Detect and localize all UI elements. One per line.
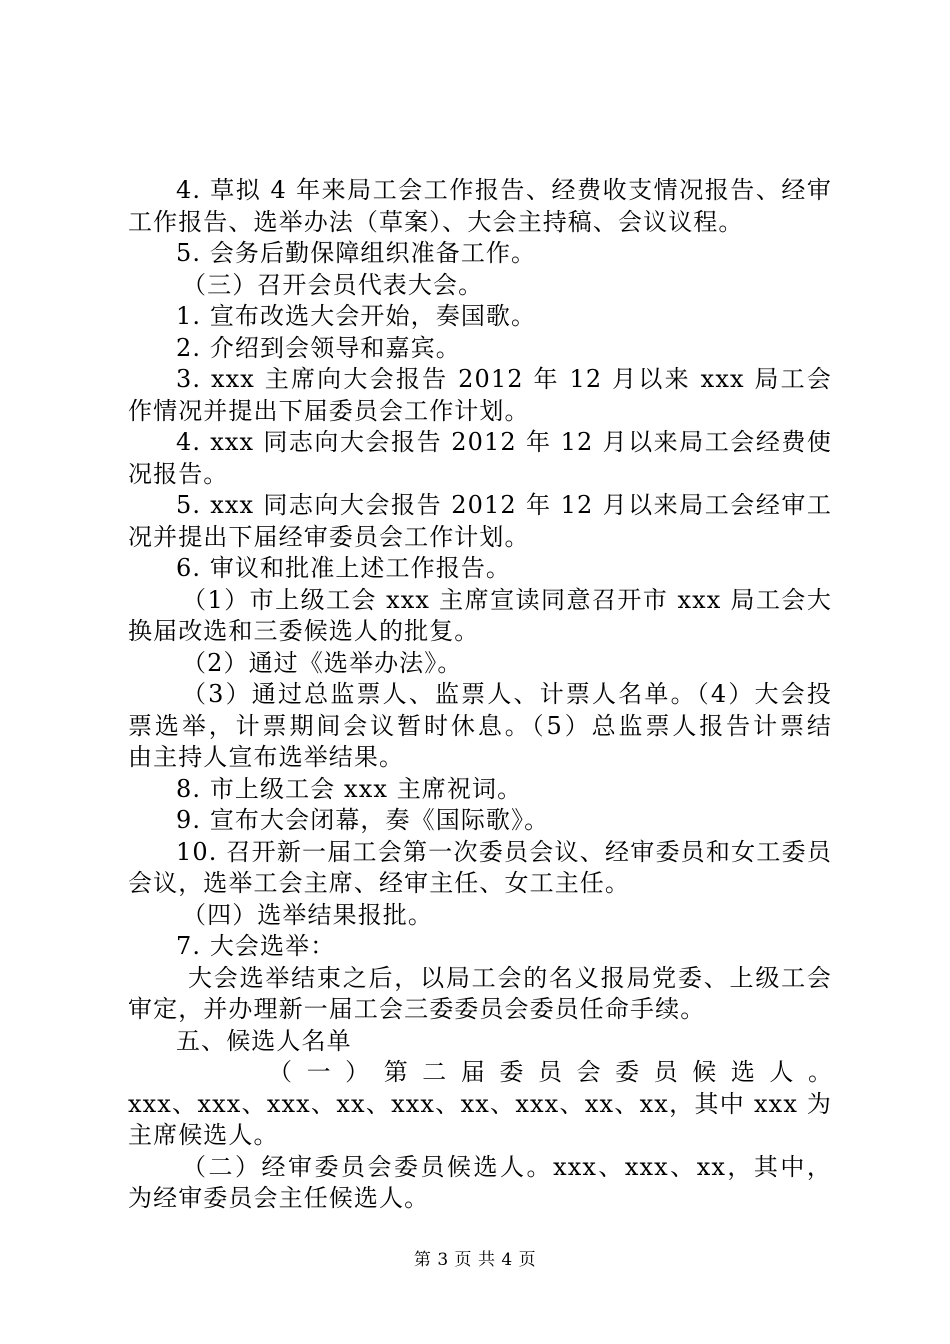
text-line: 会议，选举工会主席、经审主任、女工主任。 <box>128 869 630 897</box>
text-line: 7. 大会选举： <box>176 932 336 960</box>
text-line: 1. 宣布改选大会开始，奏国歌。 <box>176 302 537 330</box>
text-line: 为经审委员会主任候选人。 <box>128 1184 430 1212</box>
document-body <box>128 175 832 1215</box>
text-line: 况并提出下届经审委员会工作计划。 <box>128 522 530 551</box>
text-line: 工作报告、选举办法（草案）、大会主持稿、会议议程。 <box>128 207 744 236</box>
text-line: （三）召开会员代表大会。 <box>182 270 484 299</box>
text-line: 大会选举结束之后，以局工会的名义报局党委、上级工会 <box>188 963 832 992</box>
text-line: 作情况并提出下届委员会工作计划。 <box>128 396 530 425</box>
text-line: 2. 介绍到会领导和嘉宾。 <box>176 333 461 362</box>
text-line: （四）选举结果报批。 <box>182 900 433 929</box>
text-line: 8. 市上级工会 xxx 主席祝词。 <box>176 774 523 803</box>
text-line: 5. xxx 同志向大会报告 2012 年 12 月以来局工会经审工 <box>176 491 832 519</box>
text-line: 4. xxx 同志向大会报告 2012 年 12 月以来局工会经费使 <box>176 428 832 456</box>
text-line: 5. 会务后勤保障组织准备工作。 <box>176 239 537 267</box>
page-number-footer: 第 3 页 共 4 页 <box>413 1250 537 1270</box>
section-heading: 五、候选人名单 <box>176 1026 352 1055</box>
text-line: （ 一 ） 第 二 届 委 员 会 委 员 候 选 人 。 <box>268 1058 832 1086</box>
text-line: 由主持人宣布选举结果。 <box>128 743 405 771</box>
text-line: 6. 审议和批准上述工作报告。 <box>176 554 512 582</box>
text-line: 3. xxx 主席向大会报告 2012 年 12 月以来 xxx 局工会 <box>176 365 832 393</box>
text-line: （1）市上级工会 xxx 主席宣读同意召开市 xxx 局工会大 <box>182 585 832 614</box>
text-line: 换届改选和三委候选人的批复。 <box>128 617 480 645</box>
text-line: 9. 宣布大会闭幕，奏《国际歌》。 <box>176 806 550 834</box>
text-line: xxx、xxx、xxx、xx、xxx、xx、xxx、xx、xx，其中 xxx 为 <box>128 1089 832 1118</box>
text-line: 票选举，计票期间会议暂时休息。（5）总监票人报告计票结 <box>128 711 832 740</box>
text-line: 主席候选人。 <box>128 1121 279 1149</box>
text-line: 10. 召开新一届工会第一次委员会议、经审委员和女工委员 <box>176 837 832 866</box>
text-line: 况报告。 <box>128 459 229 488</box>
text-line: （3）通过总监票人、监票人、计票人名单。（4）大会投 <box>182 680 832 708</box>
text-line: 4. 草拟 4 年来局工会工作报告、经费收支情况报告、经审 <box>176 176 832 204</box>
text-line: （二）经审委员会委员候选人。xxx、xxx、xx，其中， <box>182 1152 832 1181</box>
text-line: （2）通过《选举办法》。 <box>182 648 463 677</box>
text-line: 审定，并办理新一届工会三委委员会委员任命手续。 <box>128 995 706 1023</box>
